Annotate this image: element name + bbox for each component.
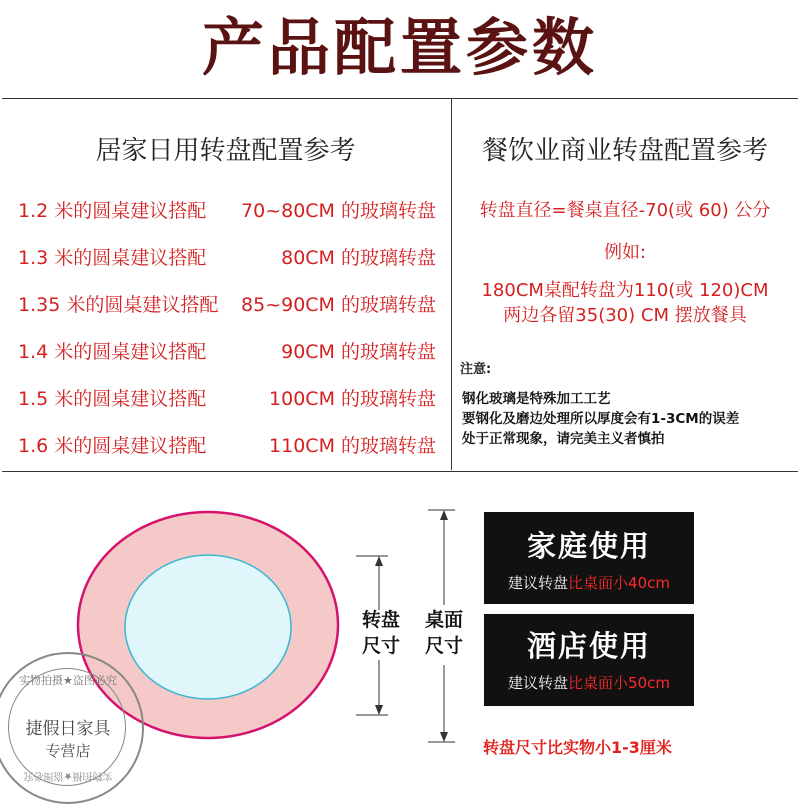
example-label: 例如:: [603, 242, 647, 263]
stamp-top-text: 实物拍摄★盗图必究: [19, 674, 117, 687]
stamp-bottom-text: 实物拍摄★盗图必究: [23, 770, 113, 781]
note-line-3: 处于正常现象，请完美主义者慎拍: [462, 431, 665, 447]
note-label: 注意:: [460, 362, 492, 377]
table-size: 1.2 米的圆桌建议搭配: [18, 200, 207, 222]
table-size-label: 桌面 尺寸: [424, 609, 463, 657]
note-line-2: 要钢化及磨边处理所以厚度会有1-3CM的误差: [462, 411, 740, 427]
table-size: 1.35 米的圆桌建议搭配: [18, 294, 219, 316]
turntable-size: 110CM 的玻璃转盘: [269, 435, 436, 457]
stamp-shop-name: 捷假日家具: [25, 719, 111, 739]
table-size: 1.6 米的圆桌建议搭配: [18, 435, 207, 457]
page-title: 产品配置参数: [201, 11, 598, 84]
hotel-use-box: [484, 614, 694, 706]
turntable-size: 100CM 的玻璃转盘: [269, 388, 436, 410]
table-size: 1.5 米的圆桌建议搭配: [18, 388, 207, 410]
home-use-advice: 建议转盘比桌面小40cm: [508, 574, 670, 592]
commercial-formula: 转盘直径=餐桌直径-70(或 60) 公分: [479, 200, 771, 221]
note-line-1: 钢化玻璃是特殊加工工艺: [462, 391, 611, 407]
turntable-circle: [125, 555, 291, 699]
table-size: 1.3 米的圆桌建议搭配: [18, 247, 207, 269]
turntable-size: 90CM 的玻璃转盘: [281, 341, 436, 363]
turntable-size: 80CM 的玻璃转盘: [281, 247, 436, 269]
commercial-config-heading: 餐饮业商业转盘配置参考: [481, 136, 768, 166]
turntable-size: 85~90CM 的玻璃转盘: [241, 294, 436, 316]
home-use-box: [484, 512, 694, 604]
table-size: 1.4 米的圆桌建议搭配: [18, 341, 207, 363]
hotel-use-advice: 建议转盘比桌面小50cm: [508, 674, 670, 692]
size-tolerance-caption: 转盘尺寸比实物小1-3厘米: [483, 738, 672, 757]
home-config-heading: 居家日用转盘配置参考: [95, 136, 356, 166]
stamp-shop-type: 专营店: [45, 742, 91, 760]
turntable-size: 70~80CM 的玻璃转盘: [241, 200, 436, 222]
home-use-title: 家庭使用: [526, 529, 651, 563]
hotel-use-title: 酒店使用: [526, 629, 651, 663]
example-line-1: 180CM桌配转盘为110(或 120)CM: [481, 280, 769, 301]
shop-stamp: [0, 652, 144, 804]
turntable-size-label: 转盘 尺寸: [361, 609, 400, 657]
example-line-2: 两边各留35(30) CM 摆放餐具: [503, 305, 747, 326]
